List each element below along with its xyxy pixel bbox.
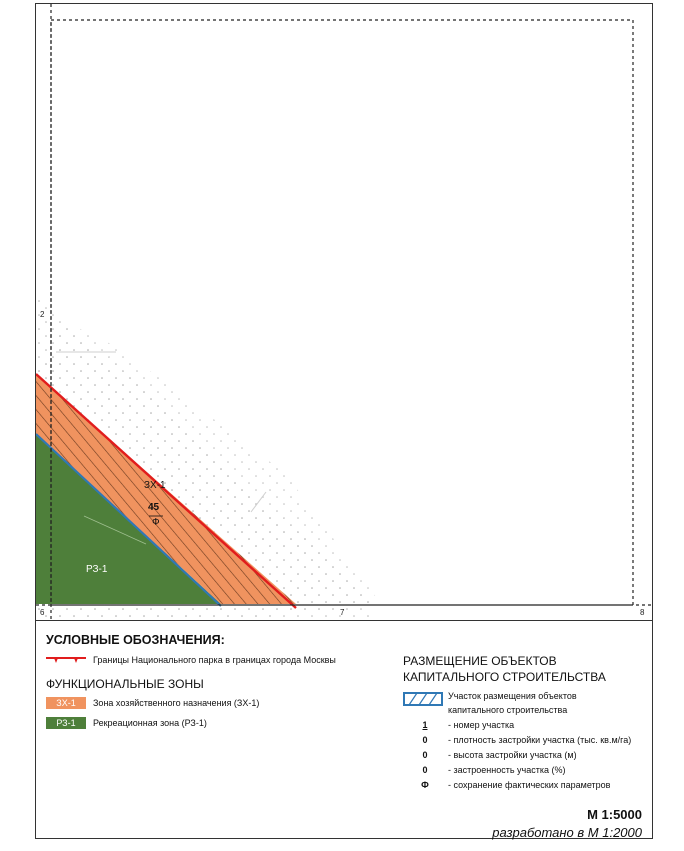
scale-developed: разработано в М 1:2000	[492, 825, 642, 840]
zone-label-zx-legend: Зона хозяйственного назначения (ЗХ-1)	[93, 698, 260, 708]
plot-hatch-icon	[403, 692, 443, 706]
plot-number: 45	[148, 502, 160, 513]
zone-swatch-zx: ЗХ-1	[46, 697, 86, 709]
legend-panel	[36, 620, 652, 839]
capital-title: РАЗМЕЩЕНИЕ ОБЪЕКТОВ КАПИТАЛЬНОГО СТРОИТЕЛЬСТВА	[403, 654, 606, 684]
map-canvas	[36, 4, 654, 620]
legend-boundary-label: Границы Национального парка в границах города Москвы	[93, 655, 336, 665]
cap-row-text: - высота застройки участка (м)	[448, 750, 577, 760]
zone-label-rz-legend: Рекреационная зона (РЗ-1)	[93, 718, 207, 728]
cap-row-text: - сохранение фактических параметров	[448, 780, 611, 790]
grid-number: 6	[40, 608, 45, 617]
scale-main: М 1:5000	[587, 807, 642, 822]
zone-label-zx: ЗХ-1	[144, 480, 166, 491]
zone-swatch-rz: РЗ-1	[46, 717, 86, 729]
cap-symbol: 0	[422, 735, 428, 745]
grid-number: 8	[640, 608, 645, 617]
cap-symbol: 0	[422, 750, 428, 760]
legend-title: УСЛОВНЫЕ ОБОЗНАЧЕНИЯ:	[46, 633, 225, 647]
cap-symbol: 0	[422, 765, 428, 775]
zones-title: ФУНКЦИОНАЛЬНЫЕ ЗОНЫ	[46, 677, 204, 691]
map-area[interactable]	[36, 4, 654, 620]
park-boundary-icon	[46, 653, 86, 667]
grid-number: 2	[40, 310, 45, 319]
cap-symbol: 1	[422, 720, 428, 730]
cap-row-text: - застроенность участка (%)	[448, 765, 566, 775]
cap-row-text: - плотность застройки участка (тыс. кв.м/га)	[448, 735, 632, 745]
zone-label-rz: РЗ-1	[86, 564, 108, 575]
grid-number: 7	[340, 608, 345, 617]
cap-row-text: - номер участка	[448, 720, 515, 730]
plot-param: Ф	[152, 517, 160, 528]
cap-symbol: Ф	[421, 780, 429, 790]
map-sheet	[35, 3, 653, 839]
plot-label-line1: Участок размещения объектов	[448, 691, 577, 701]
plot-label-line2: капитального строительства	[448, 705, 568, 715]
